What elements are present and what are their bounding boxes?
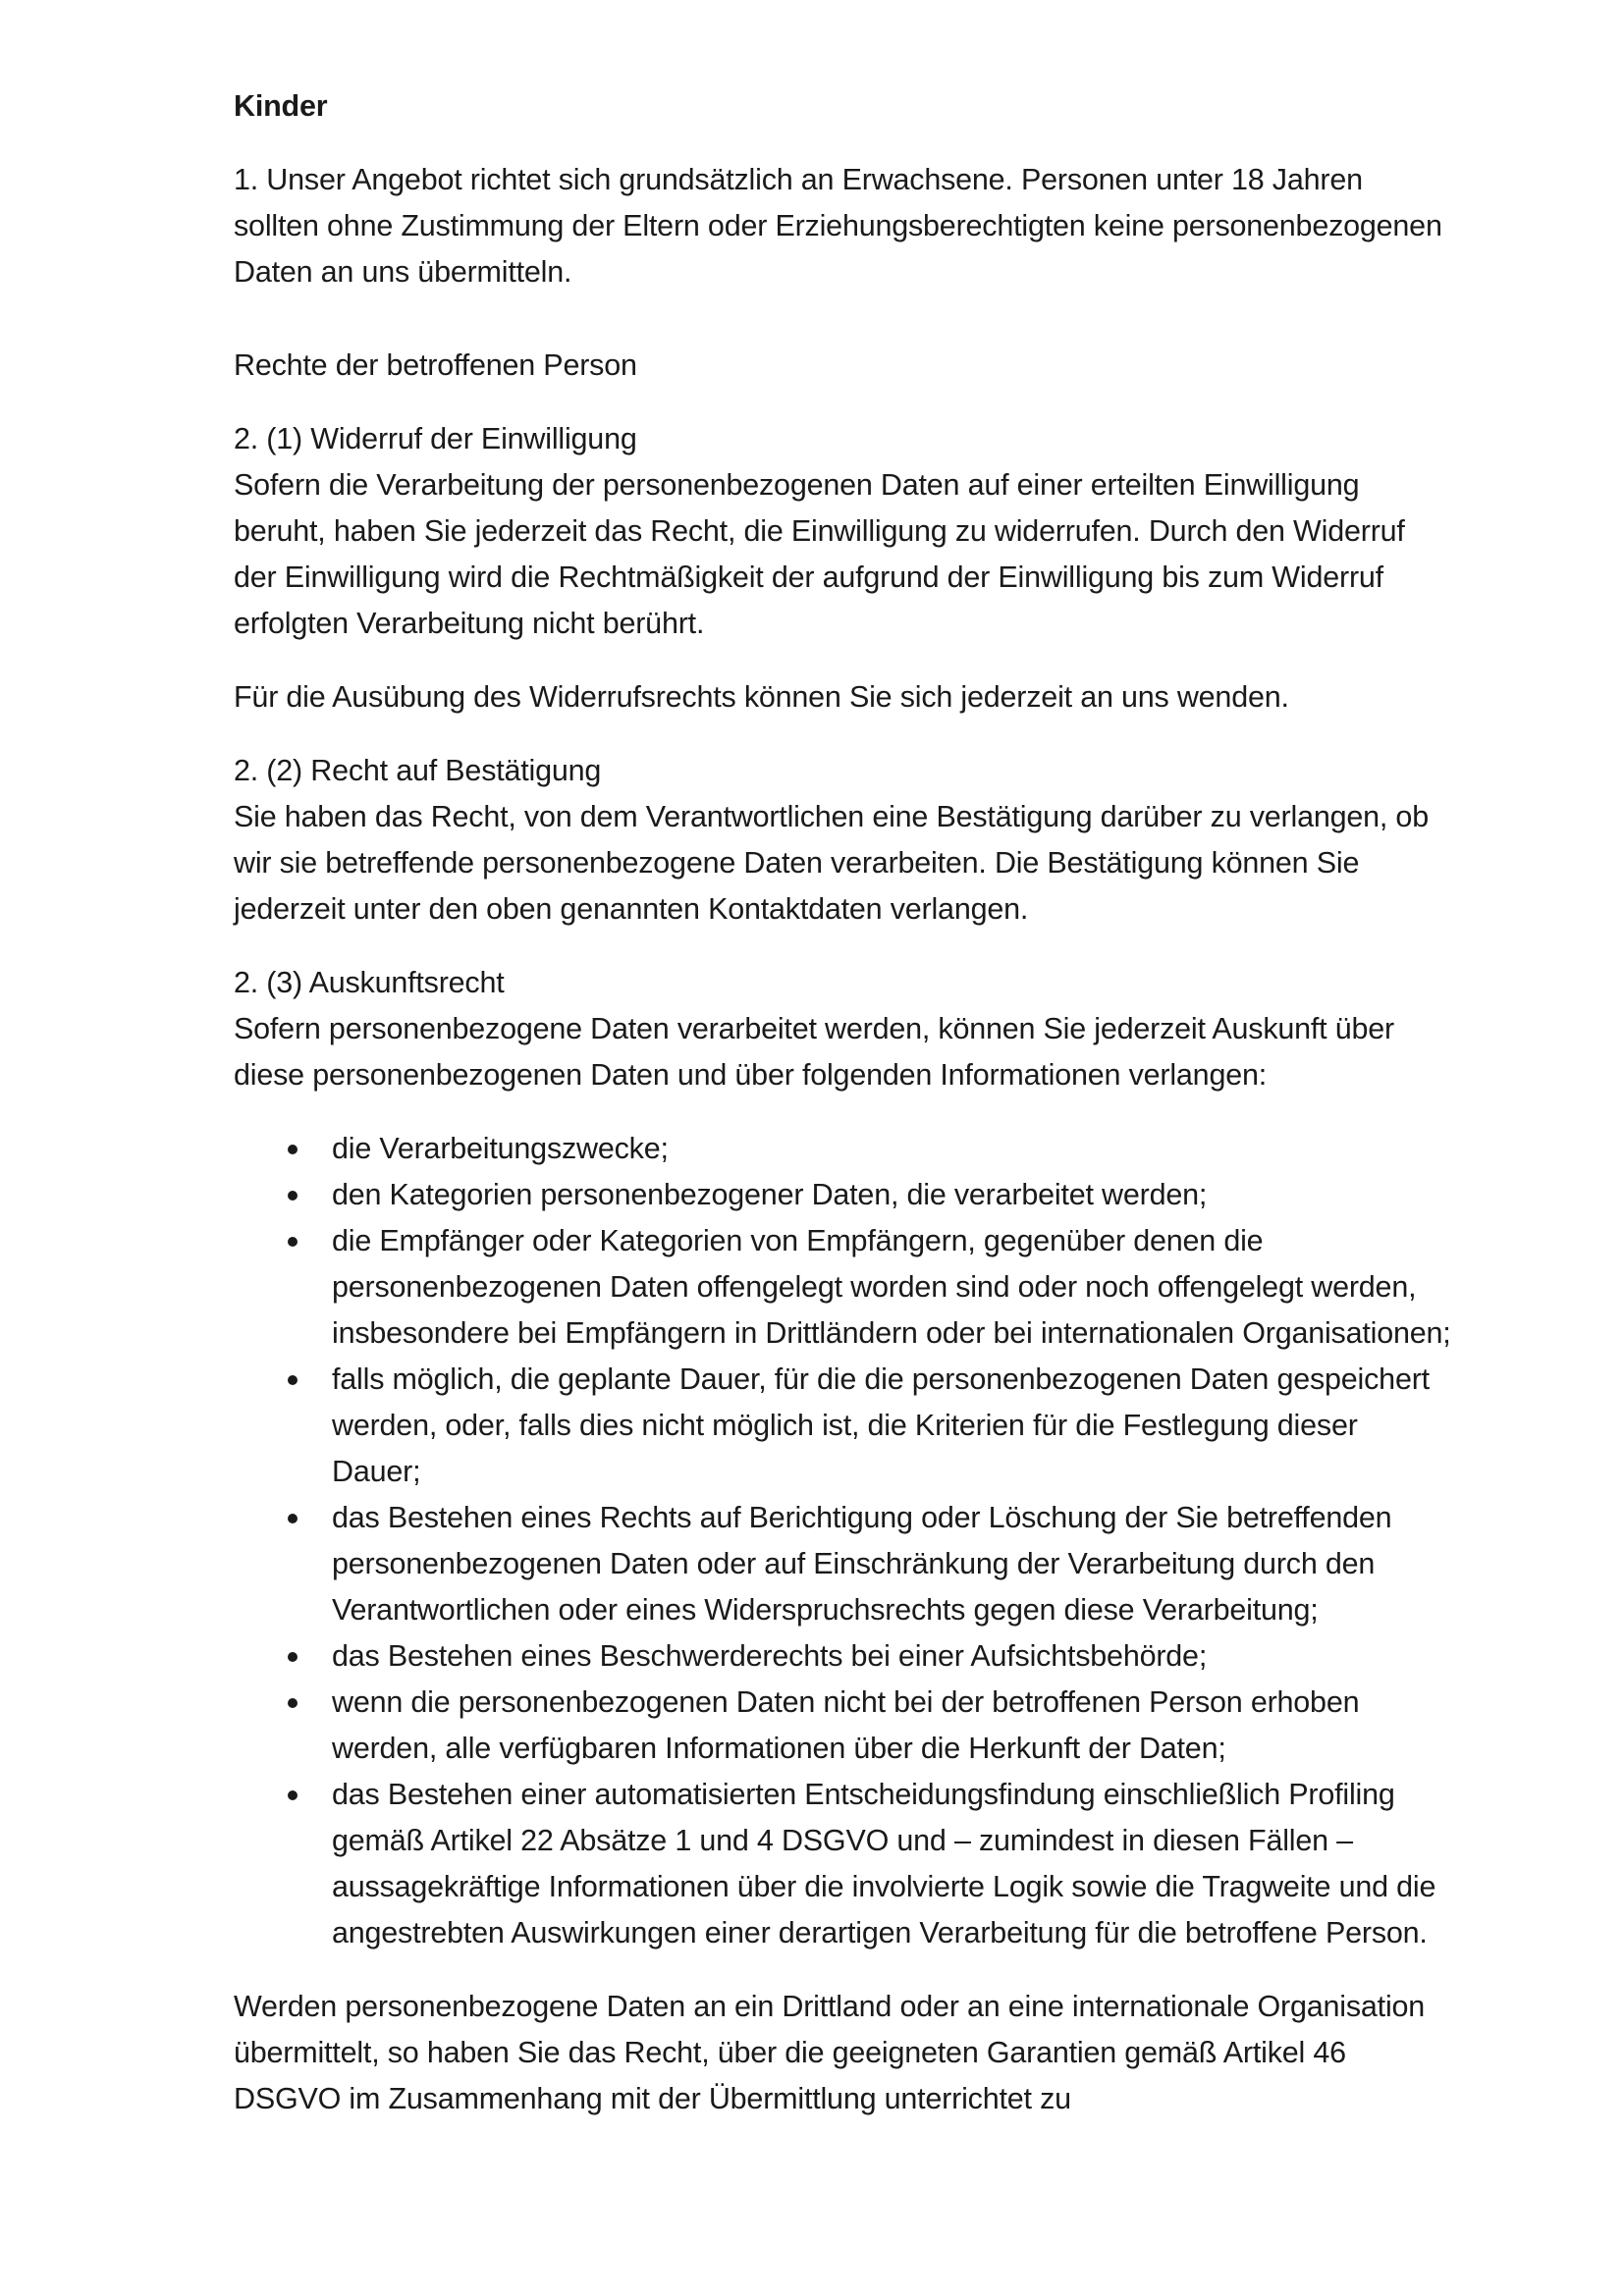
block-auskunft xyxy=(234,960,1451,1098)
subheading-bestaetigung: 2. (2) Recht auf Bestätigung xyxy=(234,754,602,787)
bullet-icon xyxy=(288,1790,298,1800)
bullet-icon xyxy=(288,1191,298,1201)
bullet-icon xyxy=(288,1652,298,1662)
list-item xyxy=(234,1357,1451,1495)
subheading-auskunft: 2. (3) Auskunftsrecht xyxy=(234,966,505,999)
bullet-icon xyxy=(288,1375,298,1385)
list-item-text: das Bestehen eines Beschwerderechts bei einer Aufsichtsbehörde; xyxy=(332,1639,1208,1673)
list-item xyxy=(234,1218,1451,1357)
paragraph-widerruf-note: Für die Ausübung des Widerrufsrechts können Sie sich jederzeit an uns wenden. xyxy=(234,680,1289,714)
bullet-icon xyxy=(288,1514,298,1523)
paragraph-auskunft: Sofern personenbezogene Daten verarbeitet werden, können Sie jederzeit Auskunft über diese personenbezogenen Daten und über folgenden Informationen verlangen: xyxy=(234,1012,1394,1092)
paragraph-kinder: 1. Unser Angebot richtet sich grundsätzlich an Erwachsene. Personen unter 18 Jahren sollten ohne Zustimmung der Eltern oder Erziehungsberechtigten keine personenbezogenen Daten an uns übermitteln. xyxy=(234,163,1442,289)
document-page xyxy=(234,83,1451,2150)
list-item xyxy=(234,1172,1451,1218)
bullet-icon xyxy=(288,1145,298,1154)
section-title-rechte: Rechte der betroffenen Person xyxy=(234,348,637,382)
bullet-icon xyxy=(288,1237,298,1247)
block-bestaetigung xyxy=(234,748,1451,933)
list-item-text: falls möglich, die geplante Dauer, für die die personenbezogenen Daten gespeichert werden, oder, falls dies nicht möglich ist, die Kriterien für die Festlegung dieser Dauer; xyxy=(332,1362,1430,1488)
list-item-text: das Bestehen eines Rechts auf Berichtigung oder Löschung der Sie betreffenden personenbezogenen Daten oder auf Einschränkung der Verarbeitung durch den Verantwortlichen oder eines Widerspruchsrechts gegen diese Verarbeitung; xyxy=(332,1501,1392,1627)
list-item-text: wenn die personenbezogenen Daten nicht bei der betroffenen Person erhoben werden, alle verfügbaren Informationen über die Herkunft der Daten; xyxy=(332,1685,1360,1765)
list-item xyxy=(234,1772,1451,1956)
list-item-text: die Verarbeitungszwecke; xyxy=(332,1132,669,1165)
list-item-text: die Empfänger oder Kategorien von Empfängern, gegenüber denen die personenbezogenen Daten offengelegt worden sind oder noch offengelegt werden, insbesondere bei Empfängern in Drittländern oder bei internationalen Organisationen; xyxy=(332,1224,1451,1350)
list-item xyxy=(234,1680,1451,1772)
paragraph-drittland: Werden personenbezogene Daten an ein Drittland oder an eine internationale Organisation übermittelt, so haben Sie das Recht, über die geeigneten Garantien gemäß Artikel 46 DSGVO im Zusammenhang mit der Übermittlung unterrichtet zu xyxy=(234,1990,1426,2115)
auskunft-list xyxy=(234,1126,1451,1956)
paragraph-bestaetigung: Sie haben das Recht, von dem Verantwortlichen eine Bestätigung darüber zu verlangen, ob wir sie betreffende personenbezogene Daten verarbeiten. Die Bestätigung können Sie jederzeit unter den oben genannten Kontaktdaten verlangen. xyxy=(234,800,1429,926)
block-widerruf xyxy=(234,416,1451,647)
subheading-widerruf: 2. (1) Widerruf der Einwilligung xyxy=(234,422,637,455)
list-item xyxy=(234,1633,1451,1680)
list-item-text: den Kategorien personenbezogener Daten, die verarbeitet werden; xyxy=(332,1178,1208,1211)
list-item xyxy=(234,1495,1451,1633)
bullet-icon xyxy=(288,1698,298,1708)
list-item-text: das Bestehen einer automatisierten Entscheidungsfindung einschließlich Profiling gemäß Artikel 22 Absätze 1 und 4 DSGVO und – zumindest in diesen Fällen – aussagekräftige Informationen über die involvierte Logik sowie die Tragweite und die angestrebten Auswirkungen einer derartigen Verarbeitung für die betroffene Person. xyxy=(332,1778,1436,1949)
list-item xyxy=(234,1126,1451,1172)
paragraph-widerruf: Sofern die Verarbeitung der personenbezogenen Daten auf einer erteilten Einwilligung beruht, haben Sie jederzeit das Recht, die Einwilligung zu widerrufen. Durch den Widerruf der Einwilligung wird die Rechtmäßigkeit der aufgrund der Einwilligung bis zum Widerruf erfolgten Verarbeitung nicht berührt. xyxy=(234,468,1405,640)
heading-kinder: Kinder xyxy=(234,89,328,123)
